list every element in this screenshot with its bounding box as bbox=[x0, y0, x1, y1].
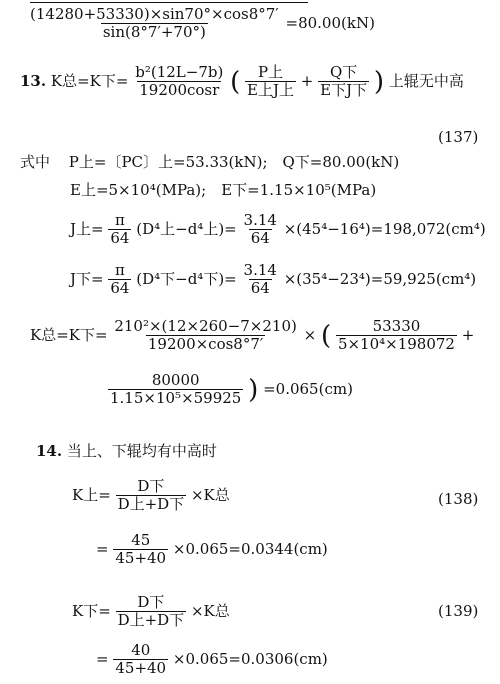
item-14-heading bbox=[36, 444, 217, 459]
continuation-fraction bbox=[28, 6, 281, 42]
plus-sign: + bbox=[300, 71, 314, 90]
fraction-numerator: D下 bbox=[137, 477, 165, 495]
fraction-denominator: D上+D下 bbox=[117, 495, 185, 514]
where-p-q-values: P上=〔PC〕上=53.33(kN); Q下=80.00(kN) bbox=[68, 153, 400, 171]
fraction-numerator: 3.14 bbox=[243, 261, 277, 279]
pi-fraction bbox=[108, 212, 131, 248]
continuation-equation bbox=[28, 6, 375, 42]
equation-rhs: ×K总 bbox=[190, 601, 230, 620]
fraction-denominator: 1.15×10⁵×59925 bbox=[110, 389, 242, 408]
equation-result: ×0.065=0.0344(cm) bbox=[172, 539, 328, 558]
k-total-continuation bbox=[108, 372, 353, 408]
j-lower-equation bbox=[70, 262, 476, 298]
fraction-numerator: 40 bbox=[131, 641, 151, 659]
equation-number-139: (139) bbox=[438, 602, 479, 620]
diameter-term: (D⁴上−d⁴上)= bbox=[136, 219, 237, 238]
numeric-fraction bbox=[242, 262, 279, 298]
fraction-numerator: 80000 bbox=[151, 371, 200, 389]
k-lower-calculation bbox=[96, 642, 328, 678]
fraction-numerator: π bbox=[114, 211, 125, 229]
fraction-denominator: 64 bbox=[250, 229, 270, 248]
k-second-fraction bbox=[336, 318, 457, 354]
k-third-fraction bbox=[108, 372, 243, 408]
k-main-fraction bbox=[112, 318, 299, 354]
item-number: 14. bbox=[36, 442, 63, 460]
equation-lhs: K总=K下= bbox=[30, 325, 108, 344]
equation-lhs: K下= bbox=[72, 601, 111, 620]
fraction-q-term bbox=[318, 64, 369, 100]
fraction-numerator: (14280+53330)×sin70°×cos8°7′ bbox=[30, 5, 279, 23]
pi-fraction bbox=[108, 262, 131, 298]
continuation-result: =80.00(kN) bbox=[285, 13, 375, 32]
equation-rhs: ×K总 bbox=[190, 485, 230, 504]
fraction-numerator: 53330 bbox=[372, 317, 421, 335]
j-upper-equation bbox=[70, 212, 486, 248]
close-paren: ) bbox=[248, 374, 259, 405]
numeric-fraction bbox=[113, 532, 168, 568]
fraction-denominator: sin(8°7′+70°) bbox=[102, 23, 206, 42]
fraction-denominator: E上J上 bbox=[247, 81, 295, 100]
fraction-denominator: D上+D下 bbox=[117, 611, 185, 630]
k-lower-equation bbox=[72, 594, 230, 630]
equals-sign: = bbox=[96, 539, 109, 558]
where-label: 式中 bbox=[20, 153, 51, 171]
top-rule bbox=[30, 2, 308, 3]
equation-tail: 上辊无中高 bbox=[388, 71, 464, 90]
numeric-fraction bbox=[113, 642, 168, 678]
fraction-denominator: 64 bbox=[110, 229, 130, 248]
ratio-fraction bbox=[116, 478, 187, 514]
equation-result: ×0.065=0.0306(cm) bbox=[172, 649, 328, 668]
plus-sign: + bbox=[461, 325, 475, 344]
where-line-2: E上=5×10⁴(MPa); E下=1.15×10⁵(MPa) bbox=[70, 181, 377, 199]
equation-lhs: J上= bbox=[70, 219, 104, 238]
equals-sign: = bbox=[96, 649, 109, 668]
fraction-numerator: D下 bbox=[137, 593, 165, 611]
open-paren: ( bbox=[230, 66, 241, 97]
fraction-b-term bbox=[133, 64, 225, 100]
fraction-numerator: P上 bbox=[257, 63, 284, 81]
equation-lhs: K上= bbox=[72, 485, 111, 504]
equation-result: ×(45⁴−16⁴)=198,072(cm⁴) bbox=[283, 219, 486, 238]
equation-result: ×(35⁴−23⁴)=59,925(cm⁴) bbox=[283, 269, 477, 288]
equation-number-138: (138) bbox=[438, 490, 479, 508]
fraction-numerator: b²(12L−7b) bbox=[135, 63, 224, 81]
equation-lhs: J下= bbox=[70, 269, 104, 288]
fraction-denominator: 19200×cos8°7′ bbox=[147, 335, 264, 354]
times-sign: × bbox=[303, 325, 317, 344]
equation-number-137: (137) bbox=[438, 128, 479, 146]
k-total-equation bbox=[30, 318, 474, 354]
fraction-numerator: 3.14 bbox=[243, 211, 277, 229]
fraction-denominator: 64 bbox=[110, 279, 130, 298]
fraction-numerator: 210²×(12×260−7×210) bbox=[114, 317, 297, 335]
fraction-denominator: 19200cosr bbox=[139, 81, 220, 100]
fraction-p-term bbox=[245, 64, 296, 100]
fraction-denominator: 64 bbox=[250, 279, 270, 298]
item-number: 13. bbox=[20, 71, 47, 90]
numeric-fraction bbox=[242, 212, 279, 248]
k-upper-calculation bbox=[96, 532, 328, 568]
item-13-equation bbox=[20, 64, 464, 100]
where-line-1 bbox=[20, 155, 399, 170]
fraction-numerator: π bbox=[114, 261, 125, 279]
fraction-denominator: 45+40 bbox=[115, 659, 167, 678]
fraction-denominator: 5×10⁴×198072 bbox=[337, 335, 455, 354]
fraction-denominator: 45+40 bbox=[115, 549, 167, 568]
close-paren: ) bbox=[373, 66, 385, 97]
open-paren: ( bbox=[321, 320, 332, 351]
fraction-numerator: 45 bbox=[131, 531, 151, 549]
ratio-fraction bbox=[116, 594, 187, 630]
k-upper-equation bbox=[72, 478, 230, 514]
equation-result: =0.065(cm) bbox=[263, 379, 353, 398]
item-title: 当上、下辊均有中高时 bbox=[66, 442, 217, 460]
equation-lhs: K总=K下= bbox=[50, 71, 129, 90]
fraction-denominator: E下J下 bbox=[320, 81, 368, 100]
fraction-numerator: Q下 bbox=[329, 63, 358, 81]
diameter-term: (D⁴下−d⁴下)= bbox=[136, 269, 237, 288]
